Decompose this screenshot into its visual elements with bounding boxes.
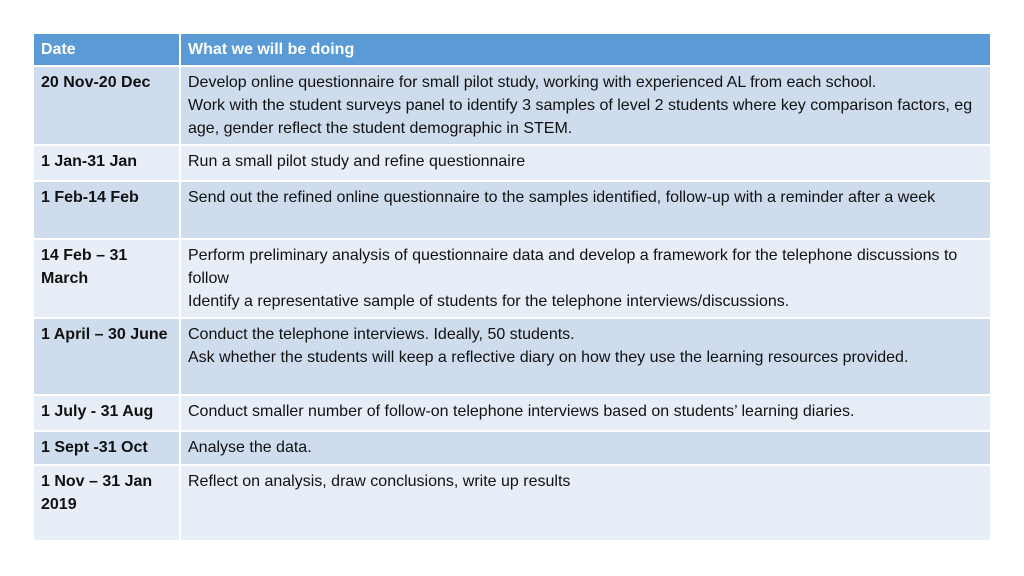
activity-line: Run a small pilot study and refine questionnaire [188, 153, 526, 170]
schedule-table [34, 34, 990, 542]
table-row [34, 465, 990, 541]
row-date: 20 Nov-20 Dec [34, 66, 180, 145]
table-row [34, 239, 990, 318]
table-row [34, 181, 990, 239]
activity-line: Develop online questionnaire for small pilot study, working with experienced AL from each school. [188, 74, 877, 91]
row-date: 1 Nov – 31 Jan 2019 [34, 465, 180, 541]
row-activity [180, 145, 990, 181]
row-date: 14 Feb – 31 March [34, 239, 180, 318]
row-date: 1 Feb-14 Feb [34, 181, 180, 239]
date-column-header: Date [34, 34, 180, 66]
activity-line: Perform preliminary analysis of questionnaire data and develop a framework for the telephone discussions to follow [188, 247, 958, 287]
table-row [34, 431, 990, 465]
activity-line: Reflect on analysis, draw conclusions, write up results [188, 473, 571, 490]
activity-line: Analyse the data. [188, 439, 312, 456]
row-date: 1 Sept -31 Oct [34, 431, 180, 465]
row-date: 1 April – 30 June [34, 318, 180, 395]
activity-line: Conduct smaller number of follow-on telephone interviews based on students’ learning diaries. [188, 403, 855, 420]
table-header-row [34, 34, 990, 66]
table-row [34, 66, 990, 145]
table-row [34, 395, 990, 431]
activity-column-header: What we will be doing [180, 34, 990, 66]
row-activity [180, 239, 990, 318]
activity-line: Conduct the telephone interviews. Ideally, 50 students. [188, 326, 575, 343]
activity-line: Ask whether the students will keep a reflective diary on how they use the learning resources provided. [188, 349, 909, 366]
row-activity [180, 318, 990, 395]
row-date: 1 Jan-31 Jan [34, 145, 180, 181]
row-activity [180, 66, 990, 145]
row-activity [180, 395, 990, 431]
row-activity [180, 181, 990, 239]
activity-line: Work with the student surveys panel to identify 3 samples of level 2 students where key comparison factors, eg age, gender reflect the student demographic in STEM. [188, 97, 973, 137]
table-row [34, 145, 990, 181]
row-date: 1 July - 31 Aug [34, 395, 180, 431]
activity-line: Identify a representative sample of students for the telephone interviews/discussions. [188, 293, 790, 310]
table-row [34, 318, 990, 395]
row-activity [180, 431, 990, 465]
activity-line: Send out the refined online questionnaire to the samples identified, follow-up with a reminder after a week [188, 189, 936, 206]
row-activity [180, 465, 990, 541]
